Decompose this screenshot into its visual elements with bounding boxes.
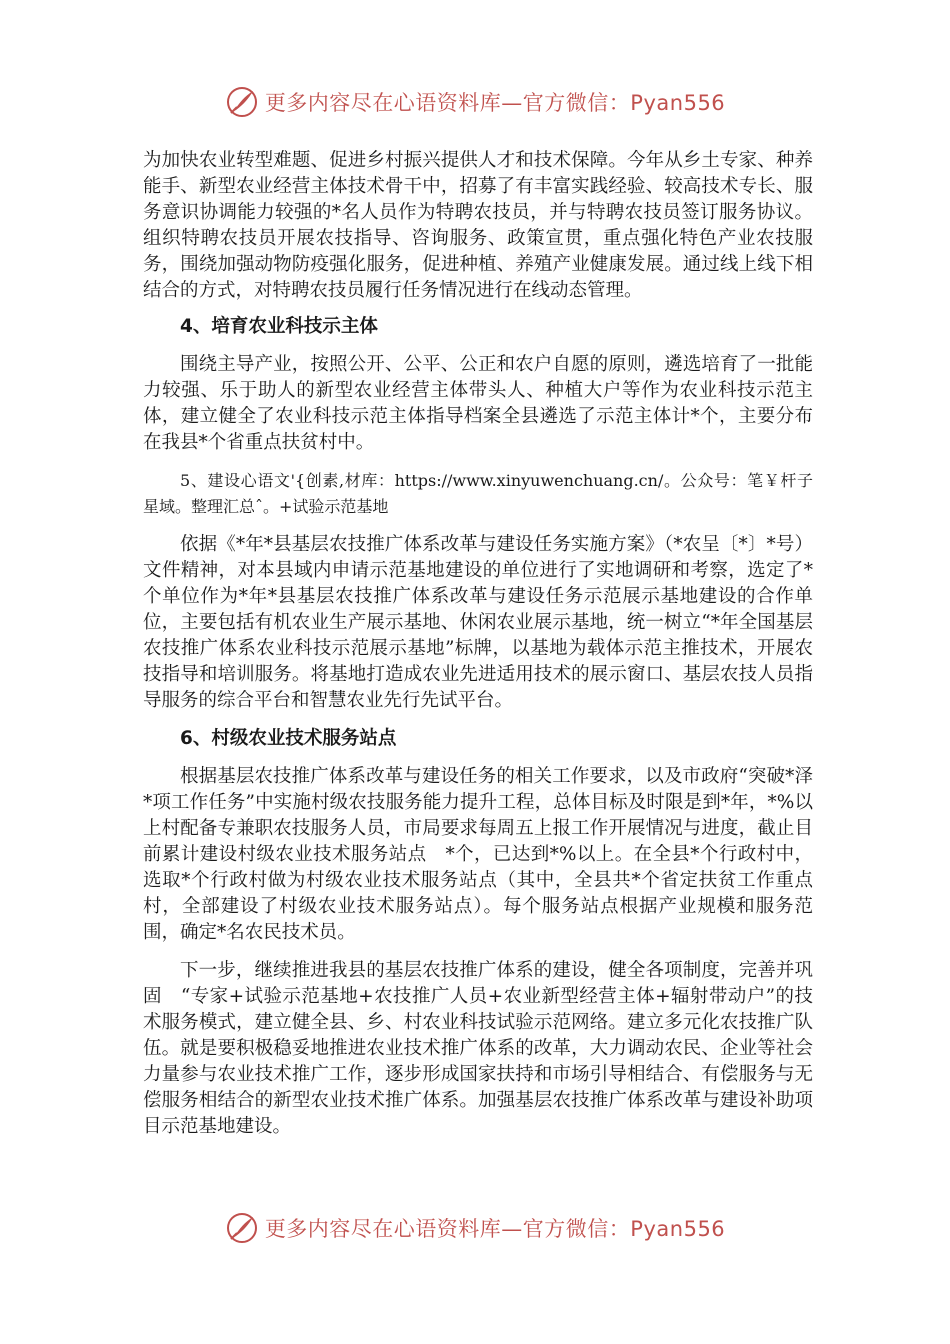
paragraph-village-stations: 根据基层农技推广体系改革与建设任务的相关工作要求，以及市政府“突破*泽*项工作任务”中实施村级农技服务能力提升工程，总体目标及时限是到*年，*%以上村配备专兼职农技服务人员，市局要求每周五上报工作开展情况与进度，截止目前累计建设村级农业技术服务站点 *个，已达到*%以上。在全县*个行政村中，选取*个行政村做为村级农业技术服务站点（其中，全县共*个省定扶贫工作重点村，全部建设了村级农业技术服务站点）。每个服务站点根据产业规模和服务范围，确定*名农民技术员。 [143,766,813,943]
paragraph-section-5: 5、建设心语文'{创素,材库：https://www.xinyuwenchuang.cn/。公众号：笔￥杆子星域。整理汇总ˆ。+试验示范基地 [143,471,813,516]
banner-text: 更多内容尽在心语资料库—官方微信：Pyan556 [264,1217,726,1241]
header-banner [0,80,950,124]
paragraph-specialist-agents: 为加快农业转型难题、促进乡村振兴提供人才和技术保障。今年从乡土专家、种养能手、新型农业经营主体技术骨干中，招募了有丰富实践经验、较高技术专长、服务意识协调能力较强的*名人员作为特聘农技员，并与特聘农技员签订服务协议。组织特聘农技员开展农技指导、咨询服务、政策宣贯，重点强化特色产业农技服务，围绕加强动物防疫强化服务，促进种植、养殖产业健康发展。通过线上线下相结合的方式，对特聘农技员履行任务情况进行在线动态管理。 [143,150,813,301]
footer-banner [0,1206,950,1250]
quill-pen-logo-icon [225,1211,259,1245]
quill-pen-logo-icon [225,85,259,119]
paragraph-next-steps: 下一步，继续推进我县的基层农技推广体系的建设，健全各项制度，完善并巩固 “专家+试验示范基地+农技推广人员+农业新型经营主体+辐射带动户”的技术服务模式，建立健全县、乡、村农业科技试验示范网络。建立多元化农技推广队伍。就是要积极稳妥地推进农业技术推广体系的改革，大力调动农民、企业等社会力量参与农业技术推广工作，逐步形成国家扶持和市场引导相结合、有偿服务与无偿服务相结合的新型农业技术推广体系。加强基层农技推广体系改革与建设补助项目示范基地建设。 [143,960,813,1137]
paragraph-demo-bases: 依据《*年*县基层农技推广体系改革与建设任务实施方案》（*农呈〔*〕*号）文件精神，对本县域内申请示范基地建设的单位进行了实地调研和考察，选定了*个单位作为*年*县基层农技推广体系改革与建设任务示范展示基地建设的合作单位，主要包括有机农业生产展示基地、休闲农业展示基地，统一树立“*年全国基层农技推广体系农业科技示范展示基地”标牌，以基地为载体示范主推技术，开展农技指导和培训服务。将基地打造成农业先进适用技术的展示窗口、基层农技人员指导服务的综合平台和智慧农业先行先试平台。 [143,534,813,711]
document-body [143,148,813,1152]
heading-section-6: 6、村级农业技术服务站点 [180,728,397,749]
heading-section-4: 4、培育农业科技示主体 [180,316,378,337]
banner-text: 更多内容尽在心语资料库—官方微信：Pyan556 [264,91,726,115]
paragraph-demo-entities: 围绕主导产业，按照公开、公平、公正和农户自愿的原则，遴选培育了一批能力较强、乐于助人的新型农业经营主体带头人、种植大户等作为农业科技示范主体，建立健全了农业科技示范主体指导档案全县遴选了示范主体计*个，主要分布在我县*个省重点扶贫村中。 [143,354,813,453]
